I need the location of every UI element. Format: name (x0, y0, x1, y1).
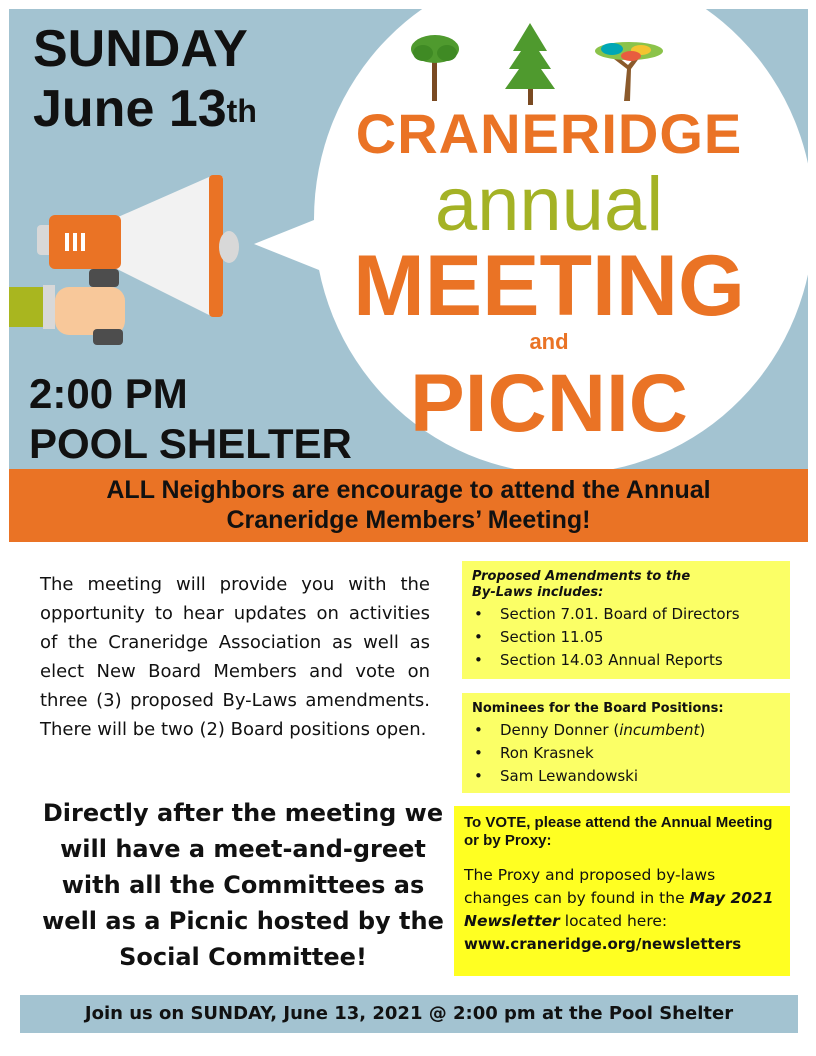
list-item: • Sam Lewandowski (472, 765, 780, 788)
title-meeting: MEETING (353, 238, 745, 334)
event-place: POOL SHELTER (29, 420, 352, 467)
amendments-list (472, 603, 780, 672)
hero-section (9, 9, 808, 469)
picnic-announcement: Directly after the meeting we will have a meet-and-greet with all the Committees as well as a Picnic hosted by the Social Committee! (42, 799, 444, 971)
vote-text: The Proxy and proposed by-laws changes can by found in the May 2021 Newsletter located here: www.craneridge.org/newsletters (464, 866, 774, 953)
banner-line-2: Craneridge Members’ Meeting! (226, 506, 591, 534)
speech-bubble-tail (254, 214, 329, 274)
footer-banner: Join us on SUNDAY, June 13, 2021 @ 2:00 pm at the Pool Shelter (20, 995, 798, 1033)
list-item: • Section 7.01. Board of Directors (472, 603, 780, 626)
list-item: • Ron Krasnek (472, 742, 780, 765)
amendments-heading: Proposed Amendments to the By-Laws includes: (472, 569, 691, 600)
title-picnic: PICNIC (410, 358, 688, 449)
invitation-banner (9, 469, 808, 542)
nominees-list (472, 719, 780, 788)
event-day: SUNDAY (33, 20, 248, 78)
title-annual: annual (434, 162, 664, 247)
trees-illustration (409, 17, 669, 109)
event-time-place (29, 369, 352, 469)
list-item: • Section 11.05 (472, 626, 780, 649)
title-and: and (529, 329, 569, 354)
incumbent-note: incumbent (619, 721, 700, 739)
pine-tree-icon (505, 23, 555, 105)
list-item: • Denny Donner (incumbent) (472, 719, 780, 742)
title-craneridge: CRANERIDGE (355, 102, 743, 165)
nominees-heading: Nominees for the Board Positions: (472, 701, 724, 716)
event-time: 2:00 PM (29, 370, 188, 417)
event-date-suffix: th (226, 93, 257, 129)
megaphone-icon (9, 169, 249, 359)
event-date (33, 19, 257, 139)
meeting-description: The meeting will provide you with the opportunity to hear updates on activities of the Craneridge Association as well as elect New Board Members and vote on three (3) proposed By-Laws amendments. There will be two (2) Board positions open. (40, 574, 430, 740)
vote-box (454, 806, 790, 976)
newsletter-link[interactable]: www.craneridge.org/newsletters (464, 935, 742, 953)
acacia-tree-icon (595, 42, 663, 101)
newsletter-reference: May 2021 Newsletter (464, 889, 774, 930)
list-item: • Section 14.03 Annual Reports (472, 649, 780, 672)
vote-heading: To VOTE, please attend the Annual Meeting or by Proxy: (464, 814, 773, 849)
banner-line-1: ALL Neighbors are encourage to attend the Annual (106, 476, 711, 504)
event-date-text: June 13 (33, 80, 227, 138)
oak-tree-icon (411, 35, 459, 101)
amendments-box (462, 561, 790, 679)
nominees-box (462, 693, 790, 793)
